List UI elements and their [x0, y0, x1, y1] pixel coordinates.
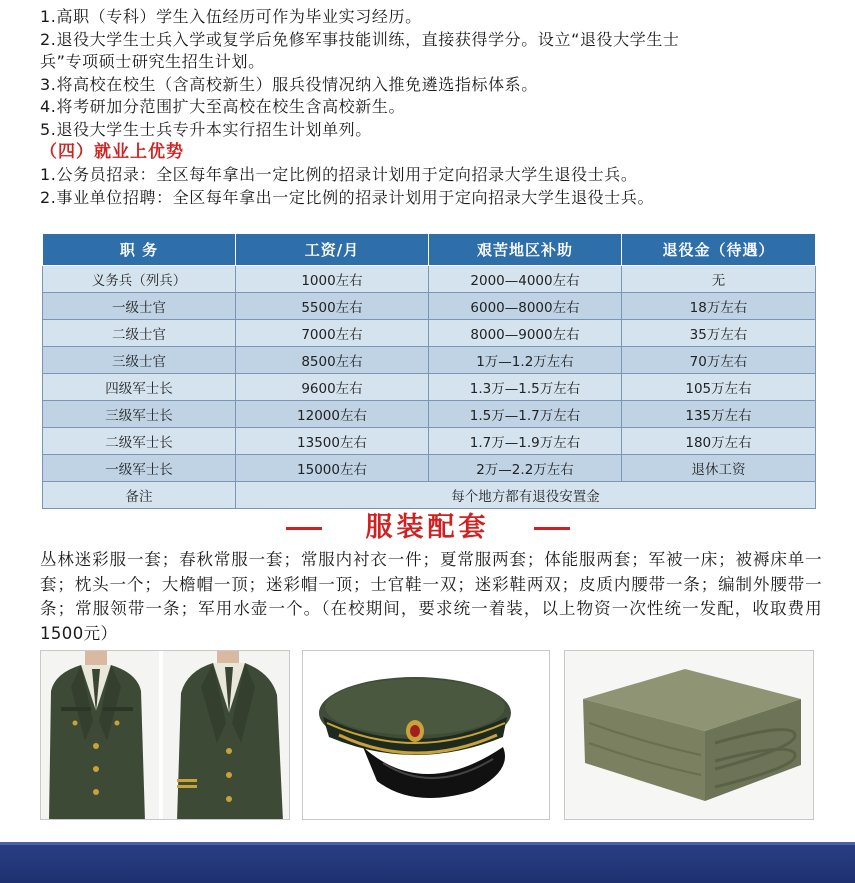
clothing-title-text: 服装配套 [365, 512, 490, 543]
cell-hardship-allowance: 1.7万—1.9万左右 [429, 428, 622, 455]
table-row [43, 320, 816, 347]
employment-heading: （四）就业上优势 [40, 142, 184, 162]
cell-salary: 7000左右 [236, 320, 429, 347]
cell-hardship-allowance: 6000—8000左右 [429, 293, 622, 320]
footer-stripe [0, 842, 855, 845]
cell-salary: 8500左右 [236, 347, 429, 374]
cell-retirement-benefit: 70万左右 [622, 347, 816, 374]
cell-salary: 13500左右 [236, 428, 429, 455]
cell-hardship-allowance: 1.3万—1.5万左右 [429, 374, 622, 401]
cell-position: 三级军士长 [43, 401, 236, 428]
cell-position: 四级军士长 [43, 374, 236, 401]
cell-retirement-benefit: 105万左右 [622, 374, 816, 401]
table-row [43, 428, 816, 455]
peaked-cap-photo [302, 650, 550, 820]
uniform-photo [40, 650, 290, 820]
intro-line: 1.高职（专科）学生入伍经历可作为毕业实习经历。 [40, 7, 422, 26]
cell-retirement-benefit: 18万左右 [622, 293, 816, 320]
header-salary: 工资/月 [236, 234, 429, 266]
table-row [43, 293, 816, 320]
cell-hardship-allowance: 1万—1.2万左右 [429, 347, 622, 374]
header-position: 职 务 [43, 234, 236, 266]
uniform-front-figure [49, 651, 145, 820]
cell-retirement-benefit: 退休工资 [622, 455, 816, 482]
header-hardship-allowance: 艰苦地区补助 [429, 234, 622, 266]
title-dash-right [534, 527, 570, 530]
cell-salary: 15000左右 [236, 455, 429, 482]
cell-position: 二级军士长 [43, 428, 236, 455]
cell-hardship-allowance: 8000—9000左右 [429, 320, 622, 347]
intro-line: 2.退役大学生士兵入学或复学后免修军事技能训练，直接获得学分。设立“退役大学生士 [40, 29, 680, 49]
cell-salary: 5500左右 [236, 293, 429, 320]
employment-line: 2.事业单位招聘：全区每年拿出一定比例的招录计划用于定向招录大学生退役士兵。 [40, 187, 655, 207]
clothing-title [0, 505, 855, 544]
bedding-photo [564, 650, 814, 820]
uniform-illustration [41, 651, 290, 820]
table-row [43, 455, 816, 482]
cell-hardship-allowance: 1.5万—1.7万左右 [429, 401, 622, 428]
intro-section [40, 6, 840, 209]
intro-line: 5.退役大学生士兵专升本实行招生计划单列。 [40, 119, 372, 139]
cell-position: 义务兵（列兵） [43, 266, 236, 293]
header-retirement-benefit: 退役金（待遇） [622, 234, 816, 266]
table-header-row [43, 234, 816, 266]
peaked-cap-illustration [303, 651, 550, 820]
cell-position: 一级士官 [43, 293, 236, 320]
cell-salary: 9600左右 [236, 374, 429, 401]
salary-table [42, 233, 816, 509]
intro-line: 4.将考研加分范围扩大至高校在校生含高校新生。 [40, 97, 406, 116]
cell-position: 一级军士长 [43, 455, 236, 482]
cell-salary: 12000左右 [236, 401, 429, 428]
intro-line: 3.将高校在校生（含高校新生）服兵役情况纳入推免遴选指标体系。 [40, 74, 538, 94]
employment-line: 1.公务员招录：全区每年拿出一定比例的招录计划用于定向招录大学生退役士兵。 [40, 165, 638, 184]
folded-quilt-illustration [565, 651, 814, 820]
cell-hardship-allowance: 2000—4000左右 [429, 266, 622, 293]
footer-band [0, 842, 855, 883]
cell-hardship-allowance: 2万—2.2万左右 [429, 455, 622, 482]
cell-position: 三级士官 [43, 347, 236, 374]
table-row [43, 374, 816, 401]
intro-line: 兵”专项硕士研究生招生计划。 [40, 52, 265, 71]
cell-position: 二级士官 [43, 320, 236, 347]
cell-retirement-benefit: 35万左右 [622, 320, 816, 347]
table-row [43, 347, 816, 374]
cell-salary: 1000左右 [236, 266, 429, 293]
title-dash-left [286, 527, 322, 530]
remark-label: 备注 [43, 482, 236, 509]
clothing-description: 丛林迷彩服一套；春秋常服一套；常服内衬衣一件；夏常服两套；体能服两套；军被一床；被褥床单一套；枕头一个；大檐帽一顶；迷彩帽一顶；士官鞋一双；迷彩鞋两双；皮质内腰带一条；编制外腰带一条；常服领带一条；军用水壶一个。（在校期间，要求统一着装，以上物资一次性统一发配，收取费用1500元） [40, 550, 822, 643]
table-row [43, 401, 816, 428]
cell-retirement-benefit: 135万左右 [622, 401, 816, 428]
cell-retirement-benefit: 180万左右 [622, 428, 816, 455]
cell-retirement-benefit: 无 [622, 266, 816, 293]
table-row [43, 266, 816, 293]
remark-text: 每个地方都有退役安置金 [236, 482, 816, 509]
